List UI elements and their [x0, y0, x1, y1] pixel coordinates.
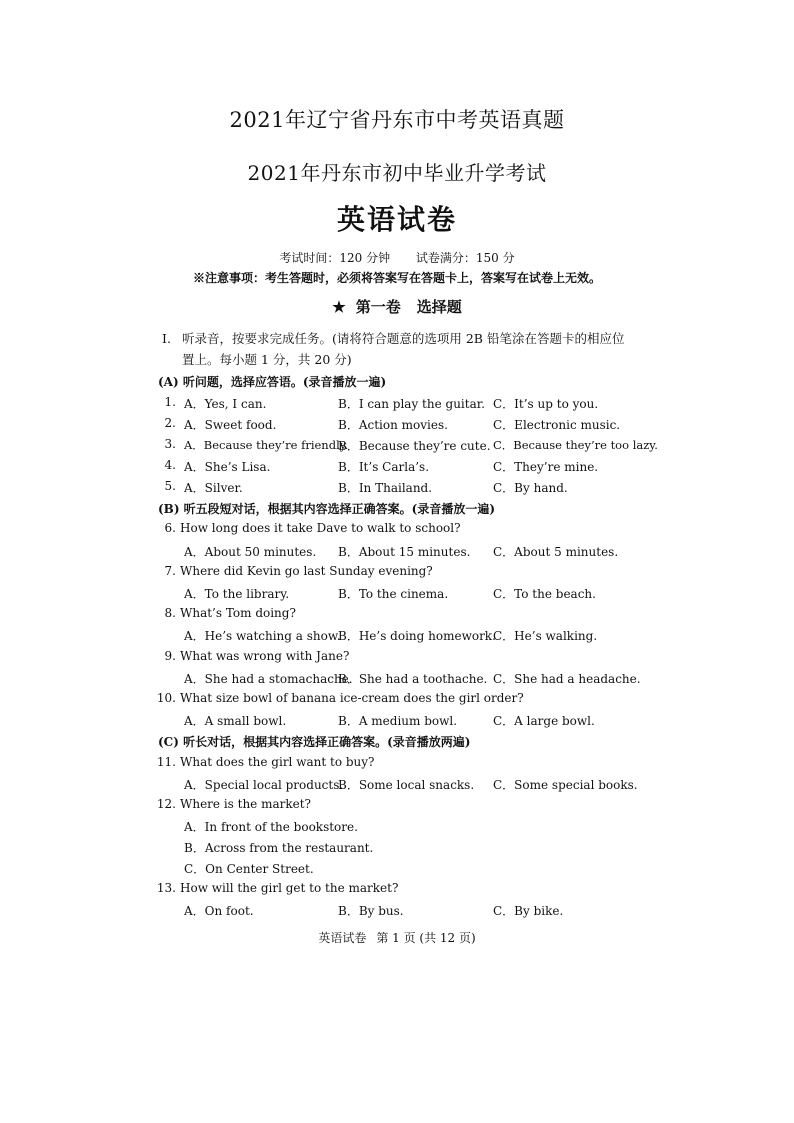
option-a: A．Special local products.	[184, 778, 344, 792]
option-c: C．By hand.	[493, 481, 568, 495]
option-b: B．About 15 minutes.	[338, 545, 471, 559]
question-number: 12.	[156, 797, 176, 811]
footer-paper-name: 英语试卷	[318, 931, 367, 945]
option-c: C．She had a headache.	[493, 672, 641, 686]
question-9	[154, 649, 349, 663]
question-number: 5.	[164, 479, 176, 493]
option-c: C．A large bowl.	[493, 714, 595, 728]
question-number: 4.	[164, 458, 176, 472]
option-b: B．Action movies.	[338, 418, 448, 432]
option-a: A．To the library.	[184, 587, 290, 601]
option-a: A．On foot.	[184, 904, 254, 918]
question-text: How long does it take Dave to walk to school?	[180, 521, 461, 535]
option-a: A．She’s Lisa.	[184, 460, 271, 474]
question-13	[154, 881, 398, 895]
option-b: B．She had a toothache.	[338, 672, 488, 686]
option-a: A．About 50 minutes.	[184, 545, 317, 559]
question-number: 7.	[164, 564, 176, 578]
question-6	[154, 521, 461, 535]
question-5	[154, 479, 180, 493]
sub-heading-a: (A) 听问题，选择应答语。(录音播放一遍)	[158, 375, 387, 389]
option-a: A．A small bowl.	[184, 714, 287, 728]
question-12	[154, 797, 311, 811]
option-c: C．About 5 minutes.	[493, 545, 619, 559]
question-number: 11.	[156, 755, 176, 769]
option-c: C．It’s up to you.	[493, 397, 599, 411]
question-1	[154, 395, 180, 409]
option-a: A．He’s watching a show.	[184, 629, 341, 643]
option-b: B．I can play the guitar.	[338, 397, 485, 411]
question-8	[154, 606, 296, 620]
sub-heading-c: (C) 听长对话，根据其内容选择正确答案。(录音播放两遍)	[158, 735, 471, 749]
option-c: C．Electronic music.	[493, 418, 621, 432]
question-text: Where is the market?	[180, 797, 311, 811]
sub-heading-b: (B) 听五段短对话，根据其内容选择正确答案。(录音播放一遍)	[158, 502, 496, 516]
part-volume: 第一卷	[355, 298, 401, 316]
section-instruction-line-2: 置上。每小题 1 分，共 20 分)	[182, 352, 352, 367]
option-a: A．She had a stomachache.	[184, 672, 353, 686]
option-c: C．Because they’re too lazy.	[493, 438, 658, 452]
exam-notice: ※注意事项：考生答题时，必须将答案写在答题卡上，答案写在试卷上无效。	[192, 271, 601, 285]
question-number: 2.	[164, 416, 176, 430]
exam-time: 考试时间：120 分钟	[279, 251, 391, 265]
question-7	[154, 564, 433, 578]
part-heading	[0, 296, 794, 317]
question-text: Where did Kevin go last Sunday evening?	[180, 564, 433, 578]
option-b: B．A medium bowl.	[338, 714, 458, 728]
question-number: 1.	[164, 395, 176, 409]
option-c: C．He’s walking.	[493, 629, 598, 643]
page-footer	[0, 929, 794, 946]
paper-title: 英语试卷	[336, 203, 457, 236]
star-icon: ★	[332, 298, 346, 316]
option-c: C．They’re mine.	[493, 460, 599, 474]
question-text: What was wrong with Jane?	[180, 649, 350, 663]
question-number: 13.	[156, 881, 176, 895]
option-b: B．By bus.	[338, 904, 404, 918]
section-1-heading	[162, 328, 652, 370]
question-text: What does the girl want to buy?	[180, 755, 375, 769]
question-text: What size bowl of banana ice-cream does the girl order?	[180, 691, 524, 705]
option-b: B．Because they’re cute.	[338, 439, 491, 453]
question-text: What’s Tom doing?	[180, 606, 296, 620]
option-b: B．It’s Carla’s.	[338, 460, 430, 474]
exam-full-score: 试卷满分：150 分	[415, 251, 515, 265]
option-c: C．Some special books.	[493, 778, 638, 792]
question-number: 6.	[164, 521, 176, 535]
option-a: A．In front of the bookstore.	[184, 820, 358, 834]
question-number: 10.	[156, 691, 176, 705]
option-b: B．Some local snacks.	[338, 778, 475, 792]
option-b: B．To the cinema.	[338, 587, 449, 601]
option-c: C．On Center Street.	[184, 862, 314, 876]
question-3	[154, 437, 180, 451]
option-a: A．Yes, I can.	[184, 397, 267, 411]
exam-subtitle: 2021年丹东市初中毕业升学考试	[247, 161, 547, 185]
option-c: C．To the beach.	[493, 587, 596, 601]
option-a: A．Silver.	[184, 481, 243, 495]
question-text: How will the girl get to the market?	[180, 881, 399, 895]
footer-page-number: 第 1 页 (共 12 页)	[376, 931, 476, 945]
question-4	[154, 458, 180, 472]
question-number: 3.	[164, 437, 176, 451]
option-b: B．He’s doing homework.	[338, 629, 496, 643]
question-2	[154, 416, 180, 430]
question-number: 8.	[164, 606, 176, 620]
option-b: B．Across from the restaurant.	[184, 841, 374, 855]
question-10	[154, 691, 524, 705]
option-a: A．Because they’re friendly.	[184, 438, 349, 452]
option-c: C．By bike.	[493, 904, 564, 918]
question-number: 9.	[164, 649, 176, 663]
question-11	[154, 755, 374, 769]
part-name: 选择题	[416, 298, 462, 316]
section-instruction-line-1: 听录音，按要求完成任务。(请将符合题意的选项用 2B 铅笔涂在答题卡的相应位	[182, 331, 625, 346]
option-a: A．Sweet food.	[184, 418, 277, 432]
document-title: 2021年辽宁省丹东市中考英语真题	[229, 108, 565, 132]
section-number: Ⅰ.	[162, 331, 171, 346]
exam-meta	[0, 249, 794, 266]
option-b: B．In Thailand.	[338, 481, 433, 495]
